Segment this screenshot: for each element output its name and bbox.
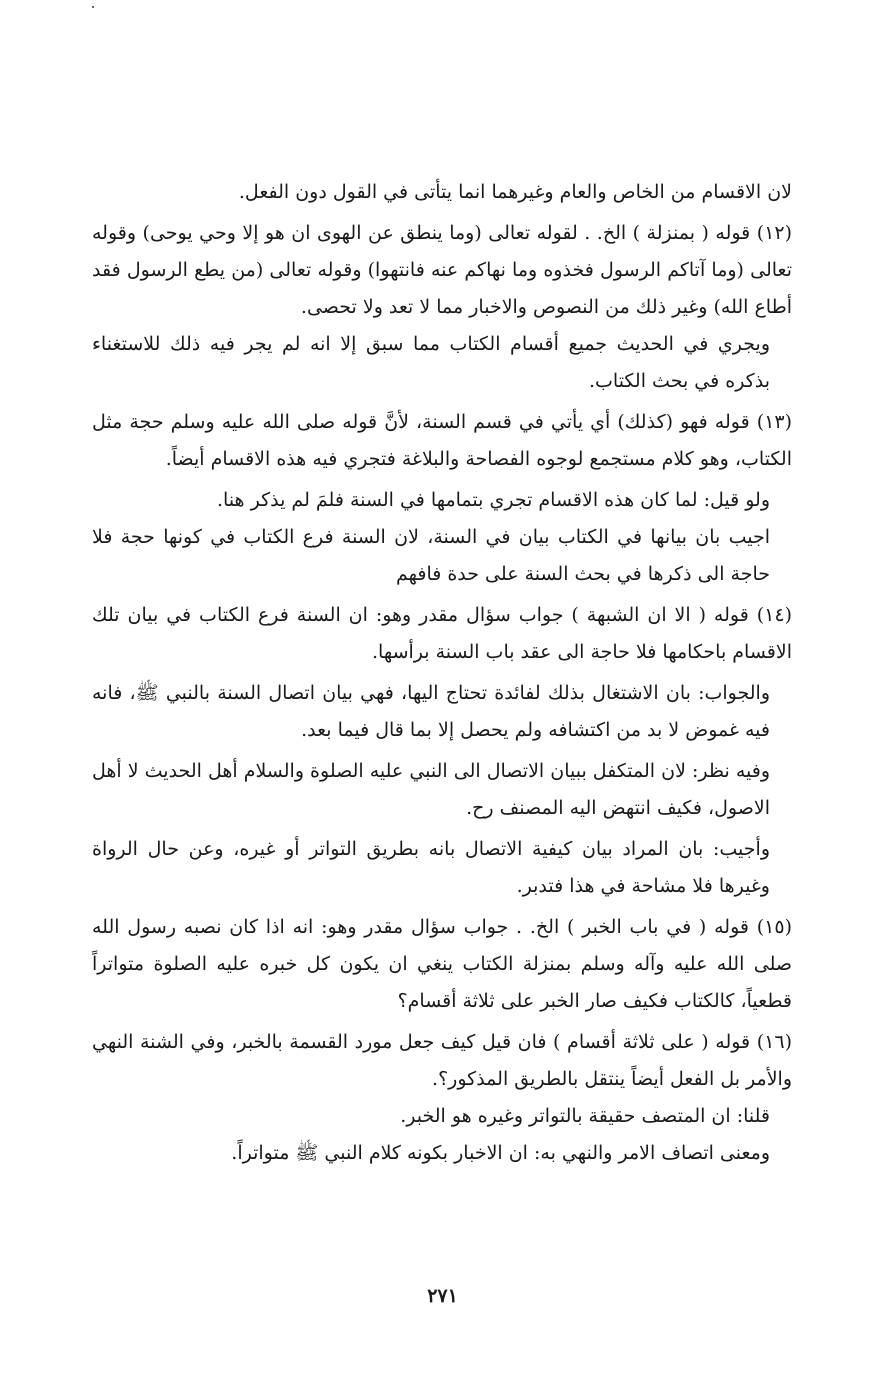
paragraph-objection: ولو قيل: لما كان هذه الاقسام تجري بتمامها في السنة فلمَ لم يذكر هنا. [216,489,770,511]
note-13: (١٣) قوله فهو (كذلك) أي يأتي في قسم السنة، لأنَّ قوله صلى الله عليه وسلم حجة مثل الكتاب، وهو كلام مستجمع لوجوه الفصاحة والبلاغة فتجري فيه هذه الاقسام أيضاً. [92,411,792,470]
paragraph-critique: وفيه نظر: لان المتكفل ببيان الاتصال الى النبي عليه الصلوة والسلام أهل الحديث لا أهل الاصول، فكيف انتهض اليه المصنف رح. [92,760,770,819]
paragraph-we-said: قلنا: ان المتصف حقيقة بالتواتر وغيره هو الخبر. [400,1105,770,1127]
note-12: (١٢) قوله ( بمنزلة ) الخ. . لقوله تعالى (وما ينطق عن الهوى ان هو إلا وحي يوحى) وقوله تعالى (وما آتاكم الرسول فخذوه وما نهاكم عنه فانتهوا) وقوله تعالى (من يطع الرسول فقد أطاع الله) وغير ذلك من النصوص والاخبار مما لا تعد ولا تحصى. [92,222,792,318]
paragraph-reply: والجواب: بان الاشتغال بذلك لفائدة تحتاج اليها، فهي بيان اتصال السنة بالنبي ﷺ، فانه فيه غموض لا بد من اكتشافه ولم يحصل إلا بما قال فيما بعد. [92,682,770,741]
scan-speck [92,6,94,8]
note-16: (١٦) قوله ( على ثلاثة أقسام ) فان قيل كيف جعل مورد القسمة بالخبر، وفي الشنة النهي والأمر بل الفعل أيضاً ينتقل بالطريق المذكور؟. [92,1031,792,1090]
note-14: (١٤) قوله ( الا ان الشبهة ) جواب سؤال مقدر وهو: ان السنة فرع الكتاب في بيان تلك الاقسام باحكامها فلا حاجة الى عقد باب السنة برأسها. [92,604,792,663]
paragraph-meaning: ومعنى اتصاف الامر والنهي به: ان الاخبار بكونه كلام النبي ﷺ متواتراً. [231,1142,770,1164]
paragraph-hadith-sections: ويجري في الحديث جميع أقسام الكتاب مما سبق إلا انه لم يجر فيه ذلك للاستغناء بذكره في بحث الكتاب. [92,333,770,392]
paragraph-response: وأجيب: بان المراد بيان كيفية الاتصال بانه بطريق التواتر أو غيره، وعن حال الرواة وغيرها فلا مشاحة في هذا فتدبر. [92,838,770,897]
note-15: (١٥) قوله ( في باب الخبر ) الخ. . جواب سؤال مقدر وهو: انه اذا كان نصبه رسول الله صلى الله عليه وآله وسلم بمنزلة الكتاب ينغي ان يكون كل خبره عليه الصلوة متواتراً قطعياً، كالكتاب فكيف صار الخبر على ثلاثة أقسام؟ [92,916,792,1012]
body-text [92,174,792,1172]
paragraph-answer: اجيب بان بيانها في الكتاب بيان في السنة، لان السنة فرع الكتاب في كونها حجة فلا حاجة الى ذكرها في بحث السنة على حدة فافهم [92,526,770,585]
paragraph-continuation: لان الاقسام من الخاص والعام وغيرهما انما يتأتى في القول دون الفعل. [238,181,792,203]
page-number: ٢٧١ [427,1285,458,1307]
